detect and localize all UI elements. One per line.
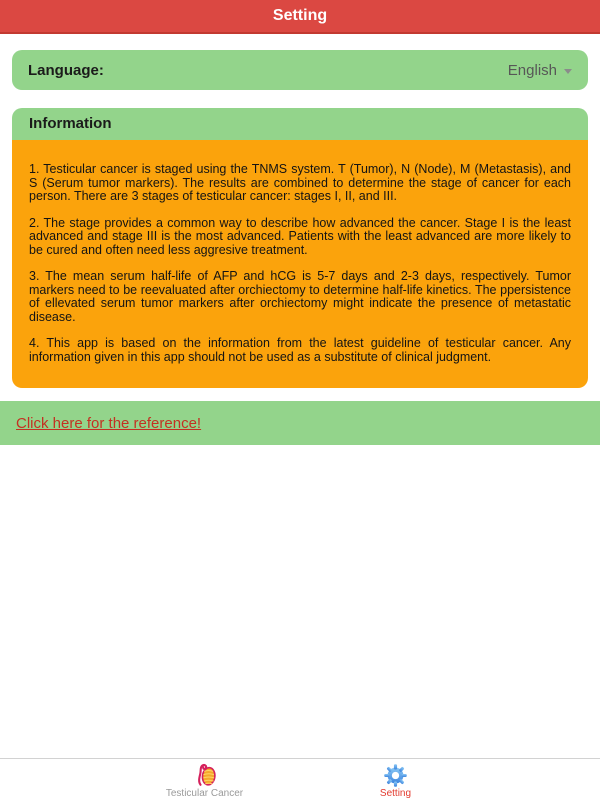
reference-link[interactable]: Click here for the reference! — [16, 414, 202, 432]
gear-icon — [383, 762, 408, 788]
tab-testicular-cancer[interactable] — [109, 759, 300, 800]
page-title: Setting — [272, 7, 328, 24]
information-title: Information — [29, 115, 112, 132]
information-header — [12, 108, 588, 140]
language-row — [12, 50, 588, 90]
chevron-down-icon — [564, 69, 572, 74]
tab-label-testicular-cancer: Testicular Cancer — [165, 788, 244, 799]
info-paragraph: 3. The mean serum half-life of AFP and hCG is 5-7 days and 2-3 days, respectively. Tumor markers need to be reevaluated after orchiectomy to determine half-life kinetics. The ppersistence of ellevated serum tumor markers after orchiectomy might indicate the presence of metastatic disease. — [29, 269, 571, 324]
tab-label-setting: Setting — [379, 788, 412, 799]
tab-setting[interactable] — [300, 759, 491, 800]
information-body — [12, 140, 588, 388]
info-paragraph: 2. The stage provides a common way to describe how advanced the cancer. Stage I is the least advanced and stage III is the most advanced. Patients with the least advanced are more likely to be cured and often need less aggresive treatment. — [29, 215, 571, 257]
info-paragraph: 1. Testicular cancer is staged using the TNMS system. T (Tumor), N (Node), M (Metastasis), and S (Serum tumor markers). The results are combined to determine the stage of cancer for each person. There are 3 stages of testicular cancer: stages I, II, and III. — [29, 162, 571, 203]
testicular-cancer-icon — [192, 762, 218, 788]
information-card — [12, 108, 588, 388]
header — [0, 0, 600, 34]
main-content — [0, 50, 600, 445]
language-label: Language: — [28, 61, 104, 79]
language-selected-value: English — [507, 61, 557, 79]
tab-bar — [0, 758, 600, 800]
reference-row — [0, 401, 600, 445]
info-paragraph: 4. This app is based on the information from the latest guideline of testicular cancer. Any information given in this app should not be used as a substitute of clinical judgment. — [29, 336, 571, 364]
language-select[interactable] — [508, 62, 572, 79]
